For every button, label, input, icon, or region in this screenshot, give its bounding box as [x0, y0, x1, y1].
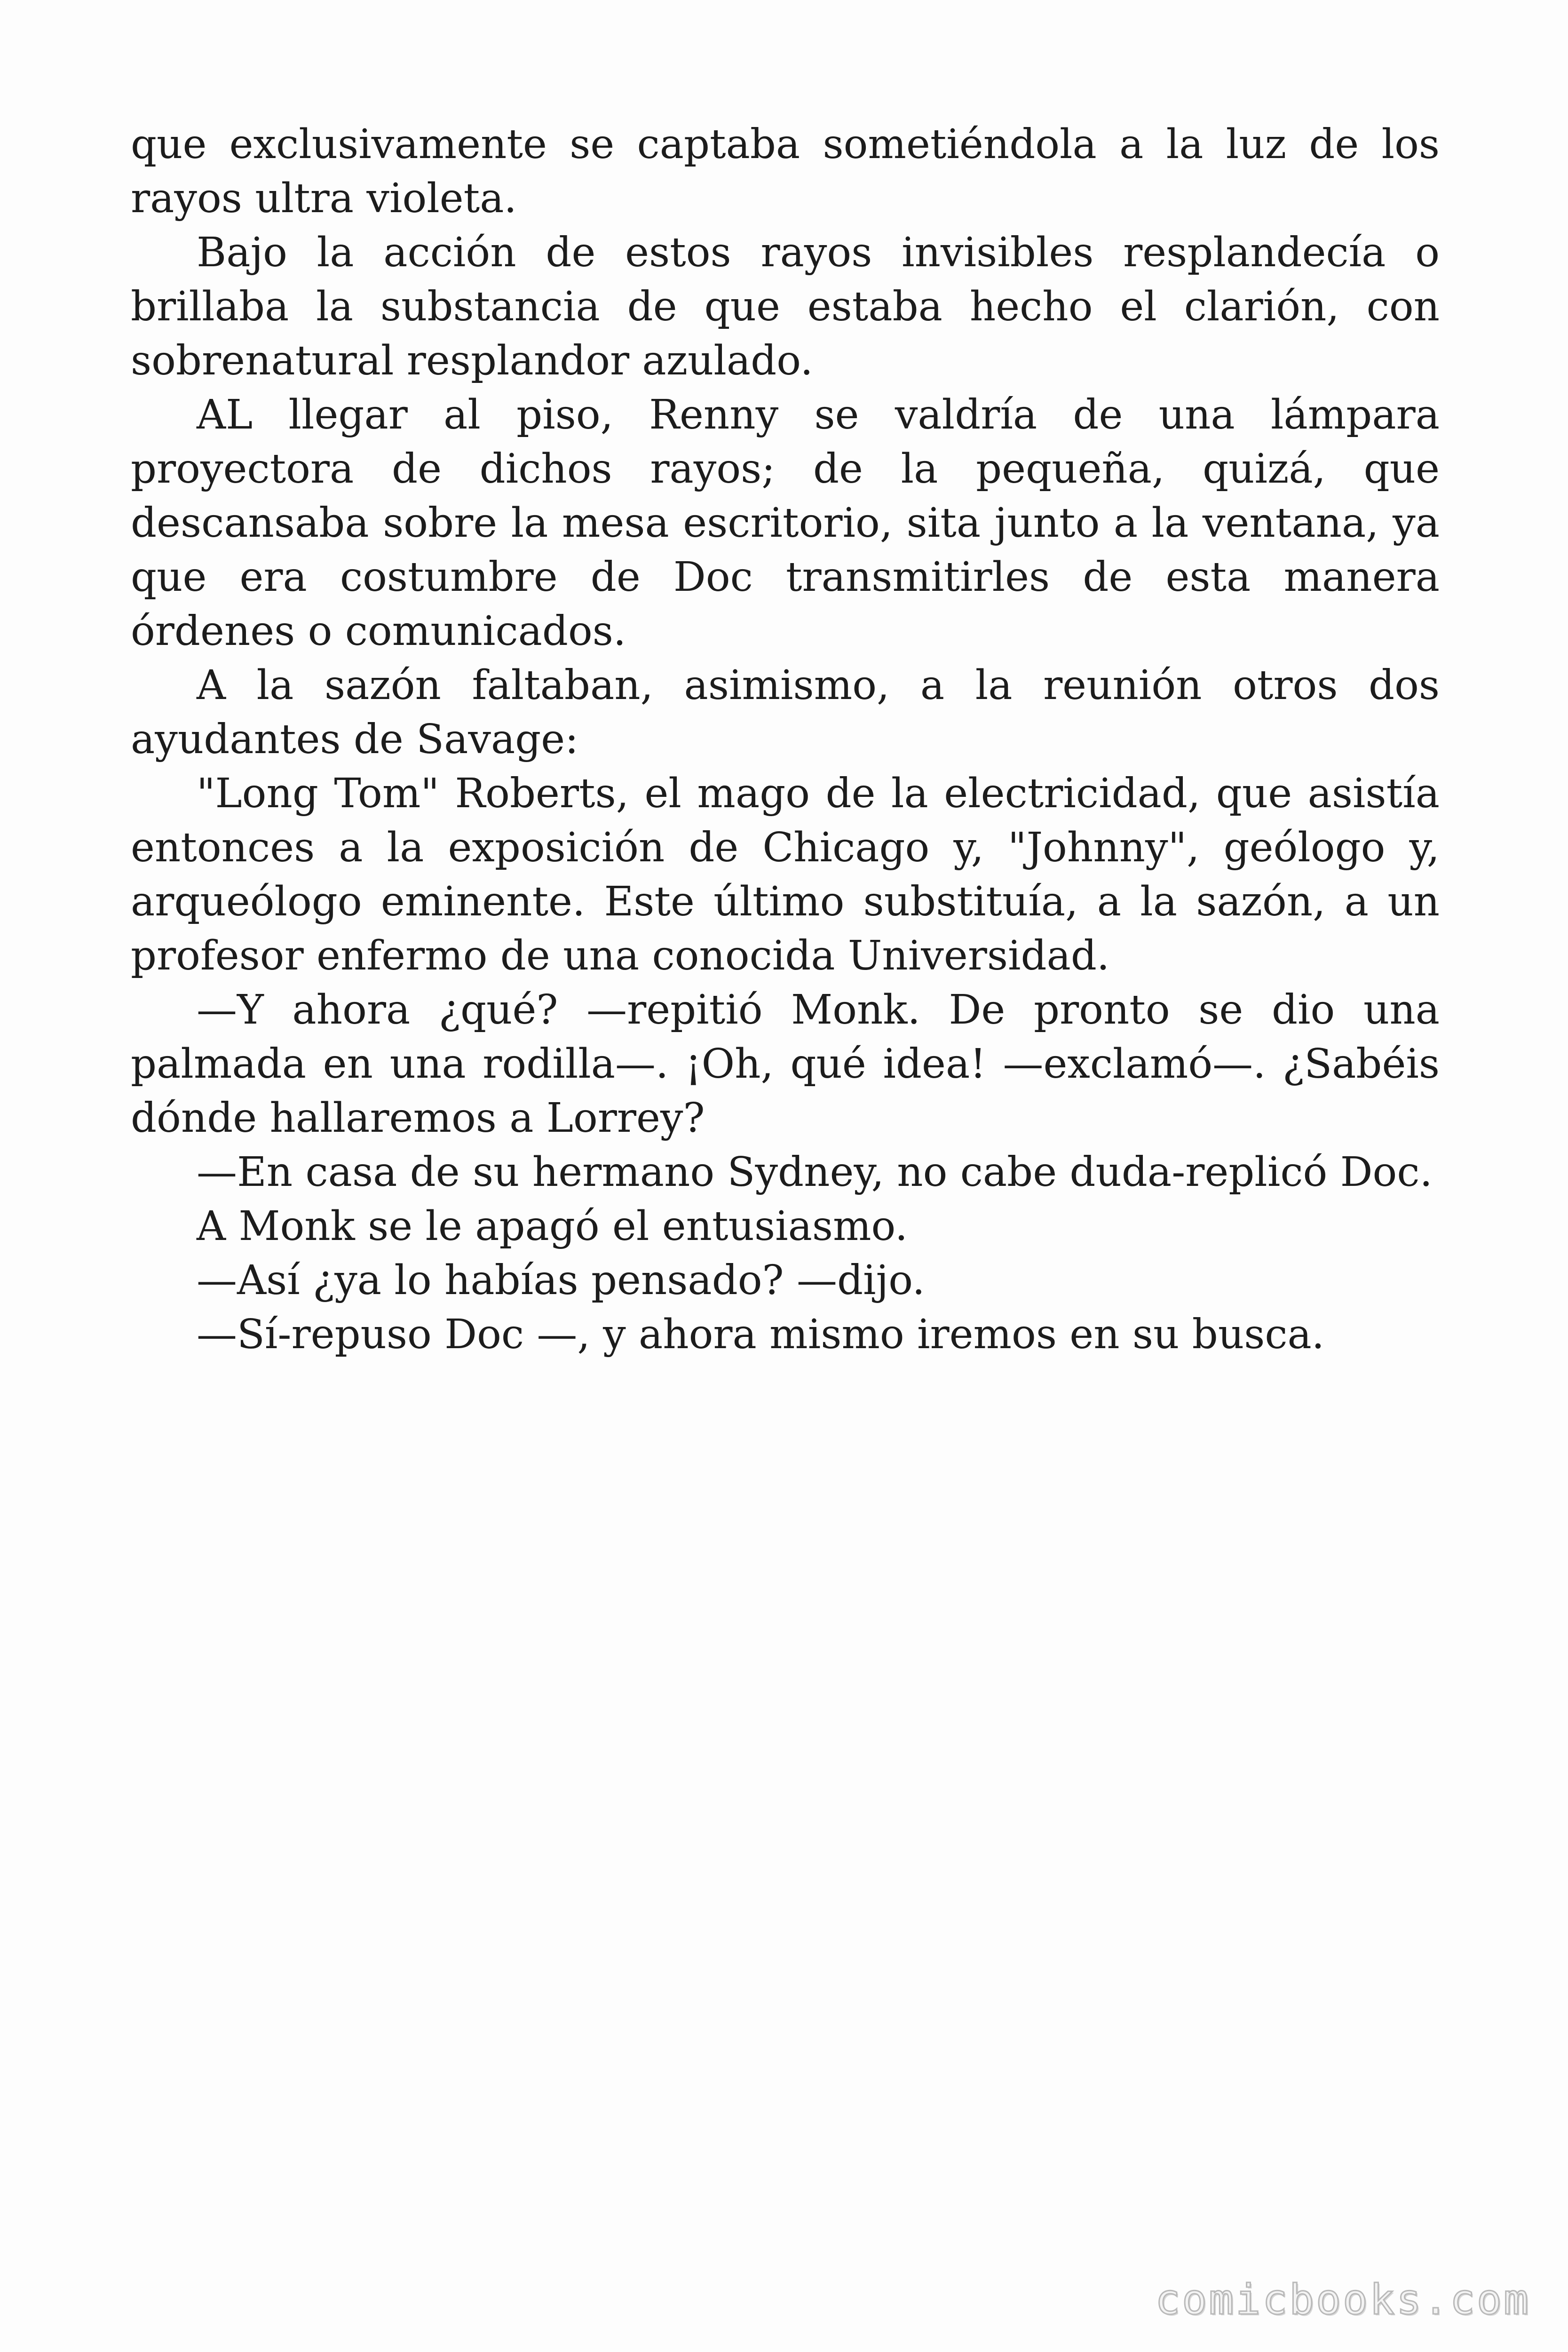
paragraph-4: A la sazón faltaban, asimismo, a la reunión otros dos ayudantes de Savage:	[131, 662, 1440, 763]
watermark-logo: comicbooks.com	[1155, 2275, 1530, 2324]
paragraph-6: —Y ahora ¿qué? —repitió Monk. De pronto se dio una palmada en una rodilla—. ¡Oh, qué idea! —exclamó—. ¿Sabéis dónde hallaremos a Lorrey?	[131, 986, 1440, 1142]
paragraph-7: —En casa de su hermano Sydney, no cabe duda-replicó Doc.	[197, 1149, 1433, 1196]
paragraph-2: Bajo la acción de estos rayos invisibles resplandecía o brillaba la substancia de que estaba hecho el clarión, con sobrenatural resplandor azulado.	[131, 229, 1440, 384]
paragraph-1: que exclusivamente se captaba sometiéndola a la luz de los rayos ultra violeta.	[131, 121, 1440, 222]
paragraph-5: "Long Tom" Roberts, el mago de la electricidad, que asistía entonces a la exposición de Chicago y, "Johnny", geólogo y, arqueólogo eminente. Este último substituía, a la sazón, a un profesor enfermo de una conocida Universidad.	[131, 770, 1440, 979]
paragraph-9: —Así ¿ya lo habías pensado? —dijo.	[197, 1257, 925, 1304]
paragraph-3: AL llegar al piso, Renny se valdría de una lámpara proyectora de dichos rayos; de la pequeña, quizá, que descansaba sobre la mesa escritorio, sita junto a la ventana, ya que era costumbre de Doc transmitirles de esta manera órdenes o comunicados.	[131, 391, 1440, 655]
body-text	[131, 118, 1440, 1362]
paragraph-10: —Sí-repuso Doc —, y ahora mismo iremos en su busca.	[197, 1311, 1325, 1358]
paragraph-8: A Monk se le apagó el entusiasmo.	[197, 1203, 908, 1250]
